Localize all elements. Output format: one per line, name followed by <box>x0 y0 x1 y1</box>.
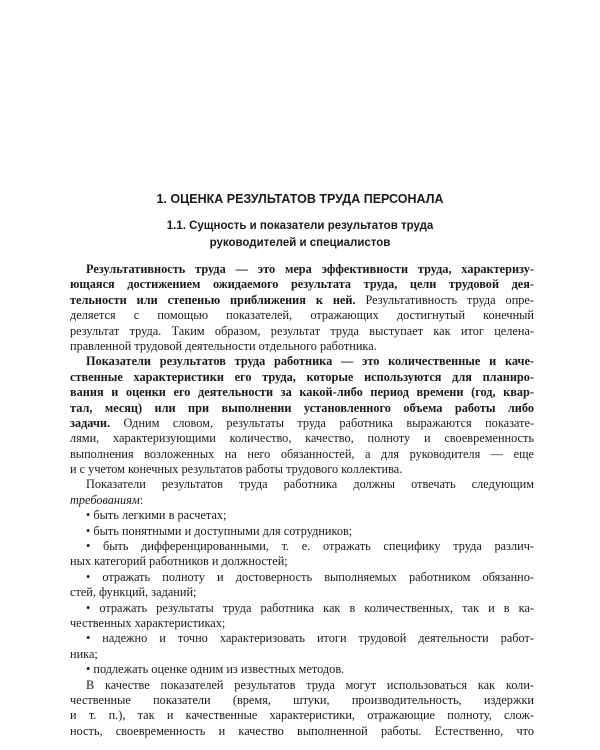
text-line: Результативность труда — это мера эффективности труда, характеризу- <box>86 262 534 276</box>
list-item-continuation: стей, функций, заданий; <box>70 585 197 600</box>
list-item: • быть легкими в расчетах; <box>86 508 227 523</box>
text-line: тельности или степенью приближения к ней. Результативность труда опре- <box>70 292 534 307</box>
list-item: • подлежать оценке одним из известных методов. <box>86 662 345 677</box>
section-title-line: руководителей и специалистов <box>209 237 391 249</box>
section-title-line: 1.1. Сущность и показатели результатов труда <box>166 220 434 232</box>
text-line: чественные показатели (время, штуки, производительность, издержки <box>70 692 534 707</box>
text-line: Показатели результатов труда работника должны отвечать следующим <box>86 477 534 492</box>
list-item: • отражать полноту и достоверность выполняемых работником обязанно- <box>86 569 534 584</box>
text-line: В качестве показателей результатов труда могут использоваться как коли- <box>86 677 534 692</box>
text-line: деляется с помощью показателей, отражающих достигнутый конечный <box>70 308 534 323</box>
text-line: результат труда. Таким образом, результат труда выступает как итог целена- <box>70 323 534 338</box>
text-line: ющаяся достижением ожидаемого результата труда, цели трудовой дея- <box>70 277 534 292</box>
section-title <box>0 218 600 252</box>
list-item: • быть дифференцированными, т. е. отражать специфику труда различ- <box>86 539 534 554</box>
text-line: лями, характеризующими количество, качество, полноту и своевременность <box>70 431 534 446</box>
list-item: • отражать результаты труда работника как в количественных, так и в ка- <box>86 600 534 615</box>
text-line: задачи. Одним словом, результаты труда работника выражаются показате- <box>70 415 534 430</box>
text-line: тал, месяц) или при выполнении установленного объема работы либо <box>70 400 534 415</box>
text-line: требованиям: <box>70 492 144 507</box>
text-line: ность, своевременность и качество выполненной работы. Естественно, что <box>70 723 534 738</box>
body-text <box>70 262 534 739</box>
text-line: ственные характеристики его труда, которые используются для планиро- <box>70 369 534 384</box>
text-line: выполнения возложенных на него обязанностей, а для руководителя — еще <box>70 446 534 461</box>
list-item-continuation: ника; <box>70 646 98 661</box>
list-item-continuation: чественных характеристиках; <box>70 615 226 630</box>
list-item: • быть понятными и доступными для сотрудников; <box>86 523 353 538</box>
text-line: Показатели результатов труда работника — это количественные и каче- <box>86 354 534 369</box>
text-line: правленной трудовой деятельности отдельного работника. <box>70 338 377 353</box>
chapter-title: 1. ОЦЕНКА РЕЗУЛЬТАТОВ ТРУДА ПЕРСОНАЛА <box>156 192 444 206</box>
text-line: и т. п.), так и качественные характеристики, отражающие полноту, слож- <box>70 708 534 723</box>
text-line: и с учетом конечных результатов работы трудового коллектива. <box>70 462 403 477</box>
list-item-continuation: ных категорий работников и должностей; <box>70 554 288 569</box>
list-item: • надежно и точно характеризовать итоги трудовой деятельности работ- <box>86 631 534 646</box>
text-line: вания и оценки его деятельности за какой-либо период времени (год, квар- <box>70 385 534 400</box>
